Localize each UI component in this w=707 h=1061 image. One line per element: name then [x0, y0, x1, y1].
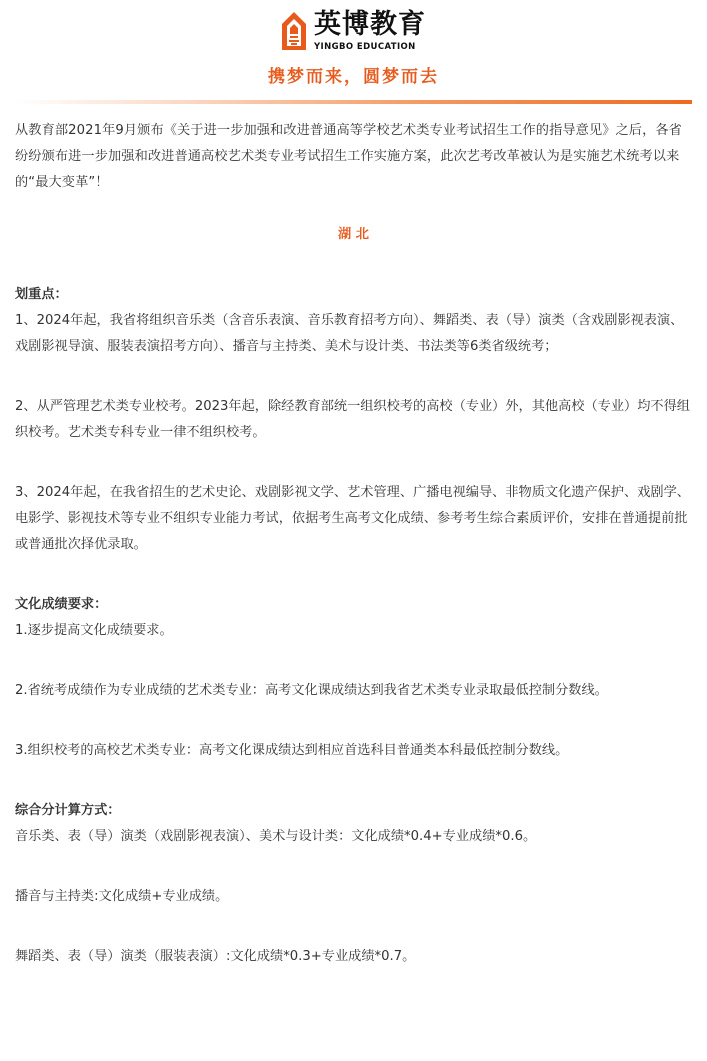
scoring-item: 音乐类、表（导）演类（戏剧影视表演）、美术与设计类：文化成绩*0.4+专业成绩*0.6。 — [15, 829, 537, 844]
scoring-item: 舞蹈类、表（导）演类（服装表演）:文化成绩*0.3+专业成绩*0.7。 — [15, 949, 416, 964]
key-point-item: 1、2024年起，我省将组织音乐类（含音乐表演、音乐教育招考方向）、舞蹈类、表（导）演类（含戏剧影视表演、戏剧影视导演、服装表演招考方向）、播音与主持类、美术与设计类、书法类等6类省级统考； — [15, 313, 684, 354]
page-header — [0, 0, 707, 110]
scoring-heading: 综合分计算方式： — [15, 803, 121, 818]
culture-requirement-item: 3.组织校考的高校艺术类专业：高考文化课成绩达到相应首选科目普通类本科最低控制分数线。 — [15, 743, 569, 758]
scoring-item: 播音与主持类:文化成绩+专业成绩。 — [15, 889, 229, 904]
slogan: 携梦而来，圆梦而去 — [268, 67, 439, 87]
logo-english-text: YINGBO EDUCATION — [314, 42, 416, 52]
key-point-item: 3、2024年起，在我省招生的艺术史论、戏剧影视文学、艺术管理、广播电视编导、非物质文化遗产保护、戏剧学、电影学、影视技术等专业不组织专业能力考试，依据考生高考文化成绩、参考考生综合素质评价，安排在普通提前批或普通批次择优录取。 — [15, 485, 690, 552]
logo-emblem-icon — [280, 10, 308, 52]
article-body — [15, 118, 692, 970]
key-points-heading: 划重点： — [15, 287, 68, 302]
culture-requirement-item: 1.逐步提高文化成绩要求。 — [15, 623, 173, 638]
header-divider — [15, 100, 692, 104]
culture-requirements-heading: 文化成绩要求： — [15, 597, 108, 612]
province-title: 湖 北 — [338, 227, 369, 242]
brand-logo — [280, 10, 426, 52]
key-point-item: 2、从严管理艺术类专业校考。2023年起，除经教育部统一组织校考的高校（专业）外，其他高校（专业）均不得组织校考。艺术类专科专业一律不组织校考。 — [15, 399, 690, 440]
intro-paragraph: 从教育部2021年9月颁布《关于进一步加强和改进普通高等学校艺术类专业考试招生工作的指导意见》之后，各省纷纷颁布进一步加强和改进普通高校艺术类专业考试招生工作实施方案，此次艺考改革被认为是实施艺术统考以来的“最大变革”！ — [15, 123, 682, 190]
logo-chinese-text: 英博教育 — [314, 9, 426, 40]
culture-requirement-item: 2.省统考成绩作为专业成绩的艺术类专业：高考文化课成绩达到我省艺术类专业录取最低控制分数线。 — [15, 683, 608, 698]
